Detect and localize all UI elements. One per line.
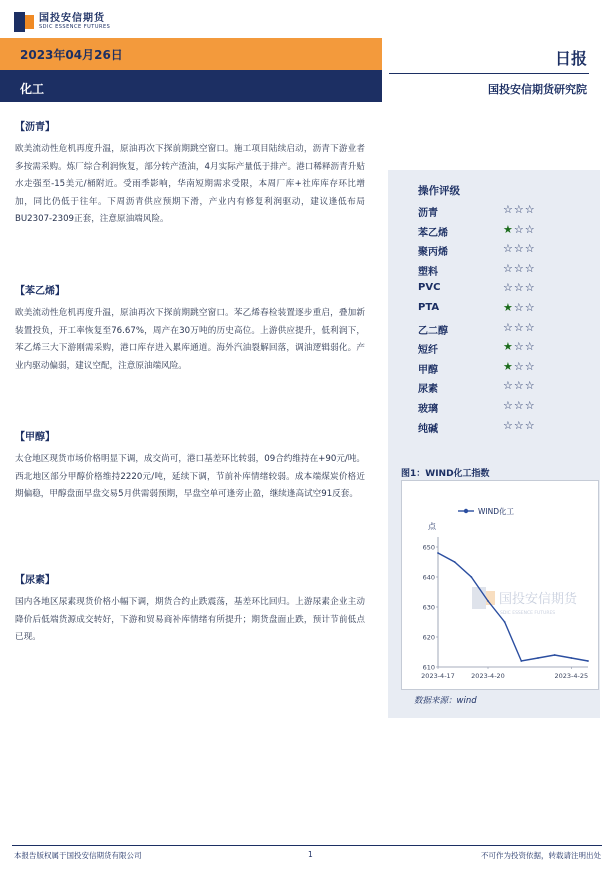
chart-axes	[421, 537, 588, 680]
legend-label: WIND化工	[478, 507, 515, 516]
data-point	[554, 654, 556, 656]
star-empty-icon: ☆	[503, 261, 513, 275]
data-point	[537, 657, 539, 659]
rating-product: 乙二醇	[418, 325, 448, 337]
rating-row	[418, 398, 588, 418]
star-empty-icon: ☆	[513, 301, 524, 314]
footer-disclaimer: 不可作为投资依据，转载请注明出处	[481, 851, 601, 860]
star-empty-icon: ☆	[513, 418, 524, 432]
rating-stars	[503, 242, 535, 256]
line-chart	[402, 481, 598, 689]
star-empty-icon: ☆	[524, 242, 535, 256]
data-point	[587, 660, 589, 662]
section-body: 欧美流动性危机再度升温，原油再次下探前期跳空窗口。施工项目陆续启动，沥青下游业者多按需采购。炼厂综合利润恢复，部分转产渣油，4月实际产量低于排产。港口稀释沥青升贴水走强至-15美元/桶附近。受雨季影响，华南短期需求受限，本周厂库+社库库存环比增加，同比仍低于往年。下周沥青供应预期下滑，产业内有修复利润驱动，建议逢低布局BU2307-2309正套，注意原油端风险。	[15, 144, 365, 224]
section-styrene	[15, 282, 365, 375]
rating-stars	[503, 419, 535, 433]
rating-product: 纯碱	[418, 423, 438, 435]
star-empty-icon: ☆	[524, 379, 535, 393]
star-empty-icon: ☆	[524, 320, 535, 334]
y-tick-label: 610	[422, 663, 435, 672]
star-empty-icon: ☆	[503, 203, 513, 216]
section-body: 欧美流动性危机再度升温，原油再次下探前期跳空窗口。苯乙烯春检装置逐步重启，叠加新装置投负，开工率恢复至76.67%，周产在30万吨的历史高位。上游供应提升，低利润下，苯乙烯三大下游刚需采购，港口库存进入累库通道。海外汽油裂解回落，调油逻辑弱化。产业内驱动偏弱，建议空配，注意原油端风险。	[15, 308, 365, 371]
star-empty-icon: ☆	[513, 340, 524, 354]
star-empty-icon: ☆	[524, 301, 535, 314]
star-empty-icon: ☆	[513, 242, 524, 256]
section-asphalt	[15, 118, 365, 229]
star-empty-icon: ☆	[524, 203, 535, 216]
star-filled-icon: ★	[503, 222, 513, 236]
rating-stars	[503, 301, 535, 315]
ratings-title: 操作评级	[418, 185, 460, 197]
rating-row	[418, 202, 588, 222]
report-header-right	[389, 38, 589, 102]
data-point	[487, 600, 489, 602]
figure-title: 图1：WIND化工指数	[401, 469, 490, 479]
logo-name: 国投安信期货	[39, 13, 105, 24]
header-category-bar	[0, 70, 382, 102]
logo-english: SDIC ESSENCE FUTURES	[39, 24, 111, 30]
report-date: 2023年04月26日	[20, 48, 123, 62]
rating-row	[418, 241, 588, 261]
rating-row	[418, 280, 588, 300]
rating-product: 甲醇	[418, 364, 438, 376]
star-empty-icon: ☆	[513, 399, 524, 412]
page-number: 1	[308, 850, 313, 859]
star-empty-icon: ☆	[503, 399, 513, 412]
section-title: 【尿素】	[15, 575, 55, 586]
star-empty-icon: ☆	[524, 281, 535, 295]
rating-product: 沥青	[418, 208, 438, 219]
x-tick-label: 2023-4-20	[471, 672, 505, 680]
data-point	[520, 660, 522, 662]
star-empty-icon: ☆	[524, 261, 535, 275]
rating-product: 苯乙烯	[418, 227, 448, 239]
company-logo	[14, 10, 110, 34]
star-empty-icon: ☆	[524, 340, 535, 354]
x-tick-label: 2023-4-25	[554, 672, 589, 680]
star-empty-icon: ☆	[513, 222, 524, 236]
section-title: 【沥青】	[15, 122, 55, 133]
rating-row	[418, 222, 588, 242]
rating-stars	[503, 321, 535, 335]
rating-product: 聚丙烯	[418, 247, 448, 259]
rating-product: PVC	[418, 282, 441, 294]
y-tick-label: 620	[422, 633, 435, 642]
star-empty-icon: ☆	[503, 379, 513, 393]
section-title: 【苯乙烯】	[15, 286, 65, 297]
star-empty-icon: ☆	[513, 281, 524, 295]
rating-product: 尿素	[418, 384, 438, 396]
x-tick-label: 2023-4-17	[421, 672, 455, 680]
star-empty-icon: ☆	[513, 203, 524, 216]
watermark-mark-icon	[472, 587, 486, 609]
rating-product: PTA	[418, 302, 440, 313]
watermark-text: 国投安信期货	[499, 592, 578, 607]
series-line-wind-chem	[438, 553, 588, 661]
header-divider	[389, 73, 589, 74]
section-title: 【甲醇】	[15, 432, 55, 443]
rating-row	[418, 320, 588, 340]
rating-row	[418, 261, 588, 281]
rating-stars	[503, 262, 535, 276]
chart-y-label: 点	[428, 522, 436, 531]
rating-stars	[503, 360, 535, 374]
data-point	[504, 621, 506, 623]
star-empty-icon: ☆	[513, 320, 524, 334]
watermark-mark-accent	[486, 591, 495, 605]
rating-row	[418, 418, 588, 438]
footer-divider	[12, 845, 602, 846]
research-org: 国投安信期货研究院	[488, 83, 587, 96]
rating-stars	[503, 340, 535, 354]
rating-row	[418, 378, 588, 398]
footer-copyright: 本报告版权属于国投安信期货有限公司	[14, 851, 142, 860]
star-filled-icon: ★	[503, 301, 513, 314]
section-methanol	[15, 428, 365, 504]
y-tick-label: 630	[422, 603, 435, 612]
star-filled-icon: ★	[503, 340, 513, 354]
section-body: 国内各地区尿素现货价格小幅下调，期货合约止跌震荡，基差环比回归。上游尿素企业主动降价后低端货源成交转好，下游和贸易商补库情绪有所提升；期货盘面止跌，预计节前低点已现。	[15, 597, 365, 642]
data-point	[437, 552, 439, 554]
star-empty-icon: ☆	[513, 379, 524, 393]
logo-mark-icon	[14, 12, 34, 32]
star-empty-icon: ☆	[513, 261, 524, 275]
rating-row	[418, 339, 588, 359]
star-empty-icon: ☆	[503, 242, 513, 256]
data-point	[570, 657, 572, 659]
chart-legend	[458, 506, 515, 516]
rating-product: 玻璃	[418, 404, 438, 415]
rating-stars	[503, 223, 535, 237]
rating-row	[418, 359, 588, 379]
star-empty-icon: ☆	[524, 359, 535, 373]
data-point	[470, 576, 472, 578]
rating-stars	[503, 203, 535, 217]
report-type: 日报	[554, 49, 587, 68]
star-filled-icon: ★	[503, 359, 513, 373]
rating-stars	[503, 281, 535, 295]
rating-stars	[503, 379, 535, 393]
rating-row	[418, 300, 588, 320]
star-empty-icon: ☆	[503, 418, 513, 432]
rating-product: 短纤	[418, 345, 438, 357]
star-empty-icon: ☆	[513, 359, 524, 373]
star-empty-icon: ☆	[503, 281, 513, 295]
chart-series	[437, 552, 589, 662]
section-urea	[15, 571, 365, 647]
data-point	[454, 561, 456, 563]
section-body: 太仓地区现货市场价格明显下调，成交尚可，港口基差环比转弱，09合约维持在+90元/吨。西北地区部分甲醇价格维持2220元/吨，延续下调，节前补库情绪较弱。成本端煤炭价格近期偏稳，甲醇盘面早盘交易5月供需弱预期，早盘空单可逢旁止盈，继续逢高试空91反套。	[15, 454, 365, 499]
star-empty-icon: ☆	[524, 222, 535, 236]
rating-stars	[503, 399, 535, 413]
rating-product: 塑料	[418, 266, 438, 278]
report-category: 化工	[20, 82, 45, 96]
watermark-english: SDIC ESSENCE FUTURES	[500, 611, 556, 616]
chart-frame	[401, 480, 599, 690]
legend-marker-icon	[464, 509, 468, 513]
star-empty-icon: ☆	[503, 320, 513, 334]
y-tick-label: 650	[422, 543, 435, 552]
star-empty-icon: ☆	[524, 399, 535, 412]
data-source: 数据来源：wind	[414, 696, 477, 706]
y-tick-label: 640	[422, 573, 435, 582]
star-empty-icon: ☆	[524, 418, 535, 432]
